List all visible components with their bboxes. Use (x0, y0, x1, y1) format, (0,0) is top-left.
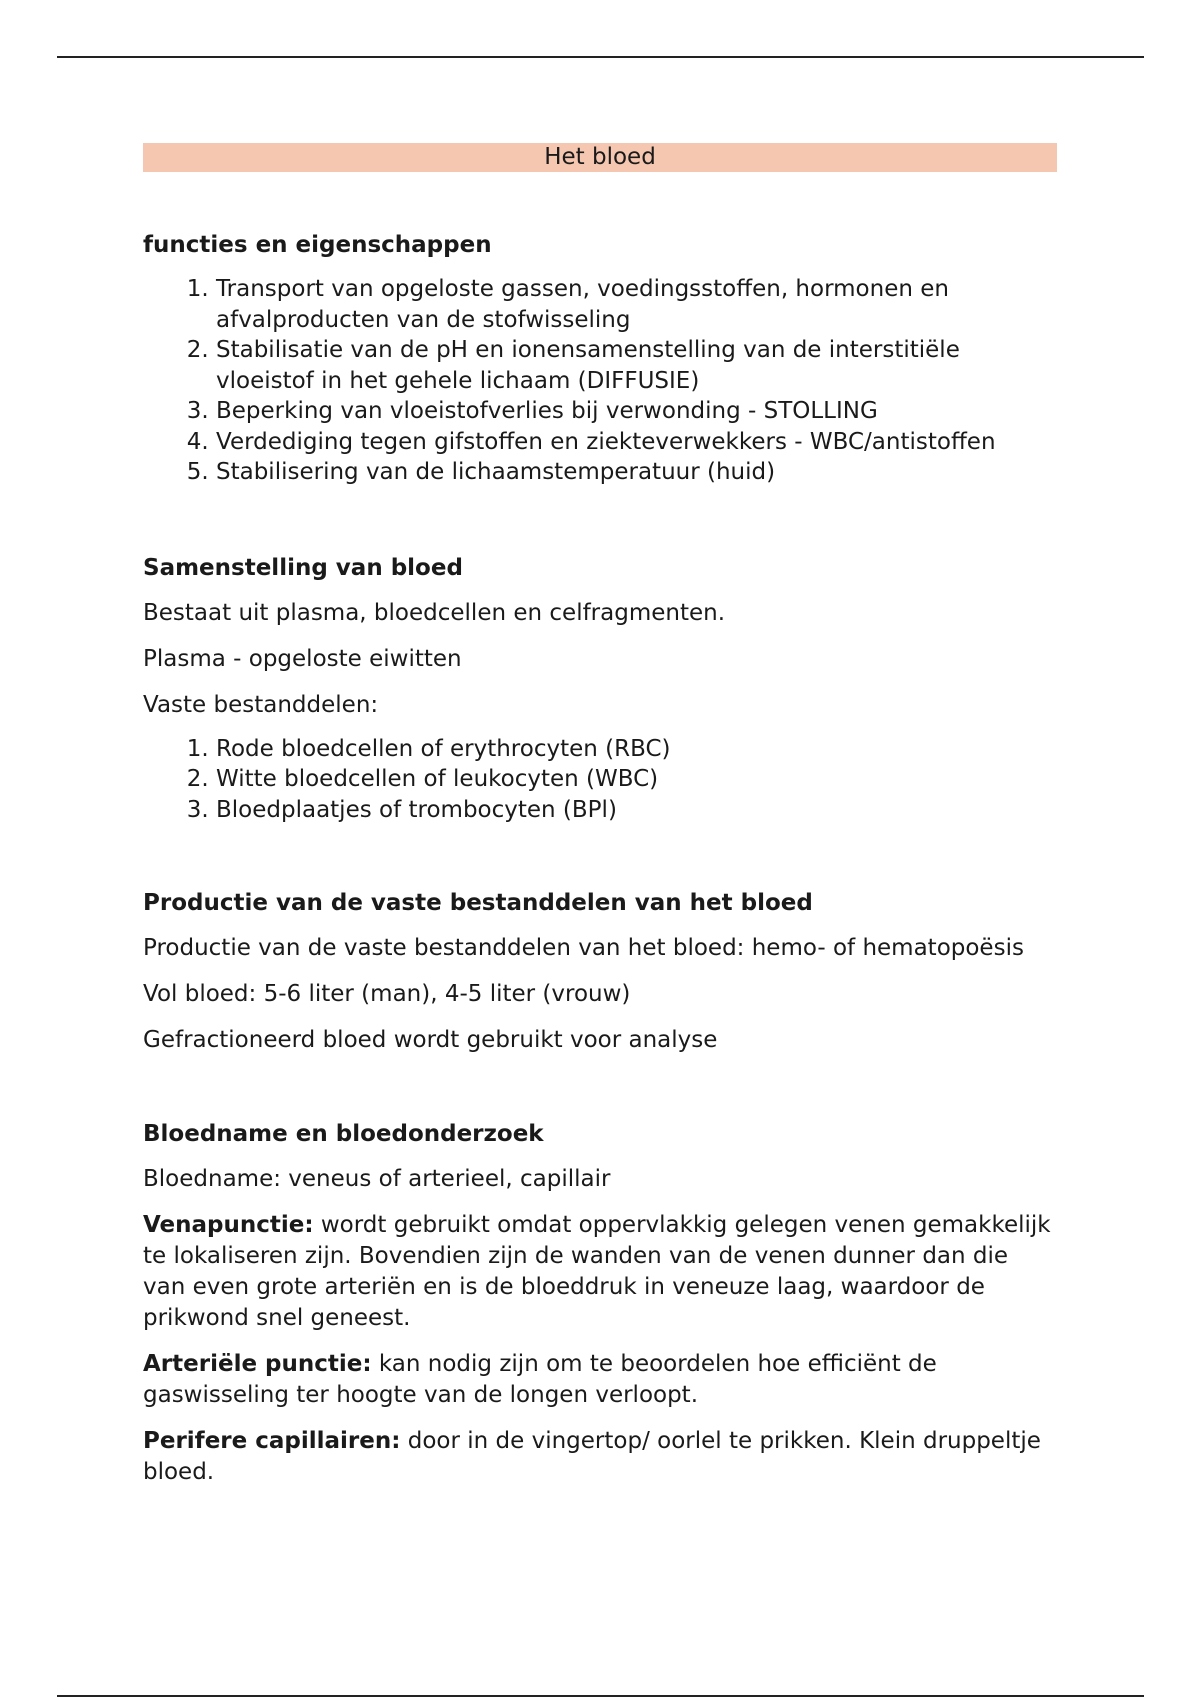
section-heading-bloedname: Bloedname en bloedonderzoek (143, 1121, 544, 1147)
list-item: 3. Beperking van vloeistofverlies bij verwonding - STOLLING (216, 396, 1057, 427)
paragraph-venapunctie (143, 1210, 1057, 1334)
term-text: door in de vingertop/ oorlel te prikken. Klein druppeltje bloed. (143, 1428, 1041, 1485)
samenstelling-list (143, 734, 1057, 826)
functies-list (143, 274, 1057, 488)
footer-rule (57, 1695, 1144, 1697)
section-heading-functies: functies en eigenschappen (143, 232, 492, 258)
list-item: 3. Bloedplaatjes of trombocyten (BPl) (216, 795, 1057, 826)
paragraph: Bloedname: veneus of arterieel, capillair (143, 1166, 611, 1192)
document-body (143, 143, 1057, 1488)
header-rule (57, 56, 1144, 58)
paragraph: Bestaat uit plasma, bloedcellen en celfragmenten. (143, 599, 726, 626)
list-item: 2. Stabilisatie van de pH en ionensamenstelling van de interstitiële vloeistof in het gehele lichaam (DIFFUSIE) (216, 335, 1057, 396)
paragraph: Vaste bestanddelen: (143, 691, 379, 718)
list-item: 2. Witte bloedcellen of leukocyten (WBC) (216, 764, 1057, 795)
term-label: Venapunctie: (143, 1212, 314, 1238)
paragraph-capillair (143, 1426, 1057, 1488)
paragraph: Productie van de vaste bestanddelen van het bloed: hemo- of hematopoësis (143, 935, 1024, 961)
section-heading-productie: Productie van de vaste bestanddelen van het bloed (143, 890, 813, 916)
list-item: 1. Transport van opgeloste gassen, voedingsstoffen, hormonen en afvalproducten van de stofwisseling (216, 274, 1057, 335)
term-text: wordt gebruikt omdat oppervlakkig gelegen venen gemakkelijk te lokaliseren zijn. Bovendien zijn de wanden van de venen dunner dan die van even grote arteriën en is de bloeddruk in veneuze laag, waardoor de prikwond snel geneest. (143, 1212, 1051, 1331)
list-item: 1. Rode bloedcellen of erythrocyten (RBC) (216, 734, 1057, 765)
paragraph: Vol bloed: 5-6 liter (man), 4-5 liter (vrouw) (143, 981, 631, 1007)
paragraph: Plasma - opgeloste eiwitten (143, 645, 462, 672)
term-text: kan nodig zijn om te beoordelen hoe efficiënt de gaswisseling ter hoogte van de longen verloopt. (143, 1351, 937, 1408)
list-item: 5. Stabilisering van de lichaamstemperatuur (huid) (216, 457, 1057, 488)
page-title: Het bloed (143, 143, 1057, 172)
section-heading-samenstelling: Samenstelling van bloed (143, 554, 463, 581)
paragraph-arterieel (143, 1349, 1057, 1411)
term-label: Perifere capillairen: (143, 1428, 401, 1454)
list-item: 4. Verdediging tegen gifstoffen en ziekteverwekkers - WBC/antistoffen (216, 427, 1057, 458)
paragraph: Gefractioneerd bloed wordt gebruikt voor analyse (143, 1027, 718, 1053)
term-label: Arteriële punctie: (143, 1351, 372, 1377)
